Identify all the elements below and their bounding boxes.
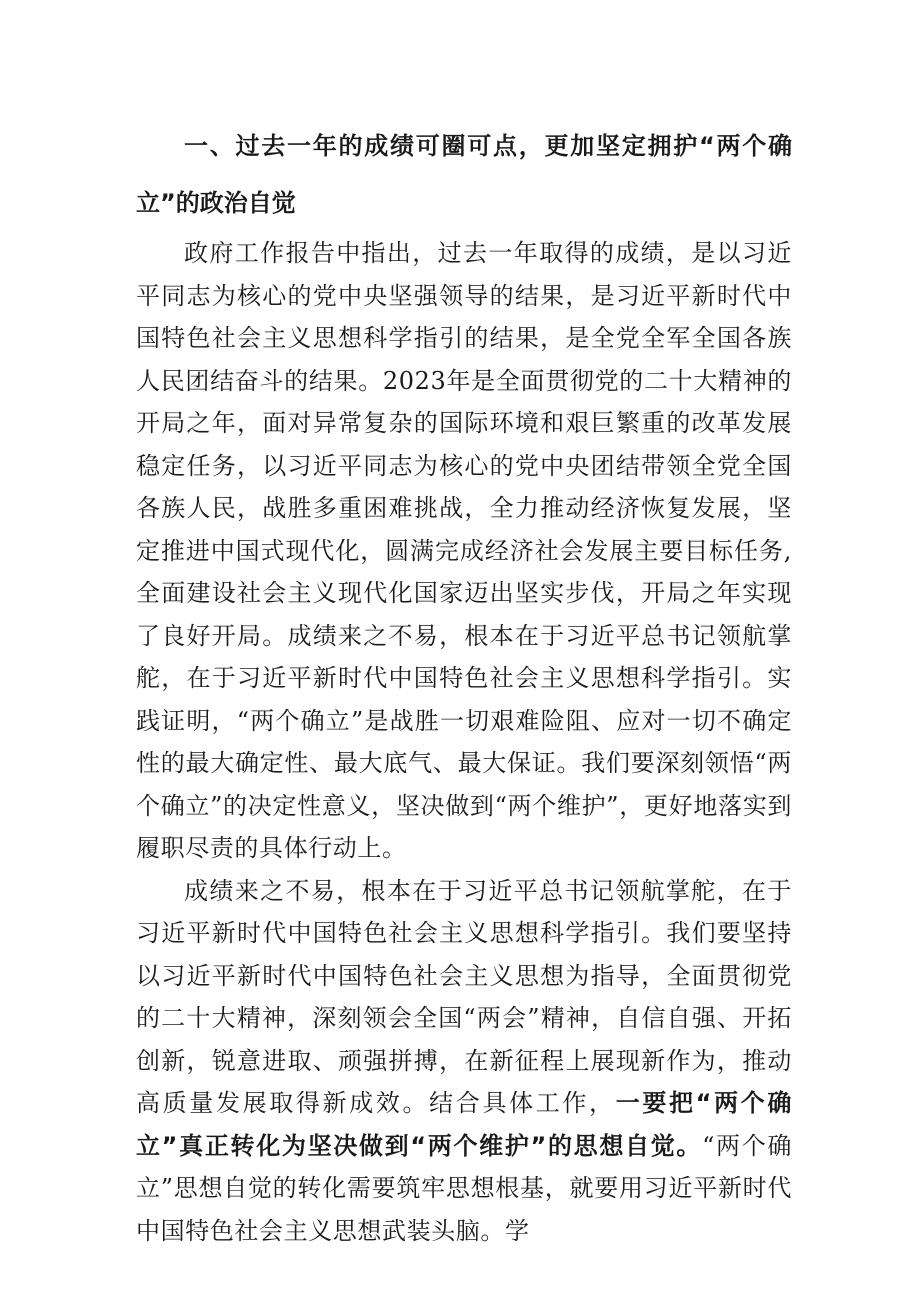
- paragraph-2-text-continued: “两个确立”思想自觉的转化需要筑牢思想根基，就要用习近平新时代中国特色社会主义思想武装头脑。学: [136, 1131, 793, 1245]
- paragraph-2: [136, 870, 792, 1253]
- paragraph-2-text: 成绩来之不易，根本在于习近平总书记领航掌舵，在于习近平新时代中国特色社会主义思想科学指引。我们要坚持以习近平新时代中国特色社会主义思想为指导，全面贯彻党的二十大精神，深刻领会全国“两会”精神，自信自强、开拓创新，锐意进取、顽强拼搏，在新征程上展现新作为，推动高质量发展取得新成效。结合具体工作，: [136, 876, 792, 1117]
- document-body: [136, 118, 792, 1252]
- section-heading: 一、过去一年的成绩可圈可点，更加坚定拥护“两个确立”的政治自觉: [136, 132, 792, 217]
- paragraph-2-bold-text: 一要把“两个确立”真正转化为坚决做到“两个维护”的思想自觉。: [136, 1089, 792, 1160]
- paragraph-1: 政府工作报告中指出，过去一年取得的成绩，是以习近平同志为核心的党中央坚强领导的结果，是习近平新时代中国特色社会主义思想科学指引的结果，是全党全军全国各族人民团结奋斗的结果。2023年是全面贯彻党的二十大精神的开局之年，面对异常复杂的国际环境和艰巨繁重的改革发展稳定任务，以习近平同志为核心的党中央团结带领全党全国各族人民，战胜多重困难挑战，全力推动经济恢复发展，坚定推进中国式现代化，圆满完成经济社会发展主要目标任务,全面建设社会主义现代化国家迈出坚实步伐，开局之年实现了良好开局。成绩来之不易，根本在于习近平总书记领航掌舵，在于习近平新时代中国特色社会主义思想科学指引。实践证明，“两个确立”是战胜一切艰难险阻、应对一切不确定性的最大确定性、最大底气、最大保证。我们要深刻领悟“两个确立”的决定性意义，坚决做到“两个维护”，更好地落实到履职尽责的具体行动上。: [136, 239, 792, 862]
